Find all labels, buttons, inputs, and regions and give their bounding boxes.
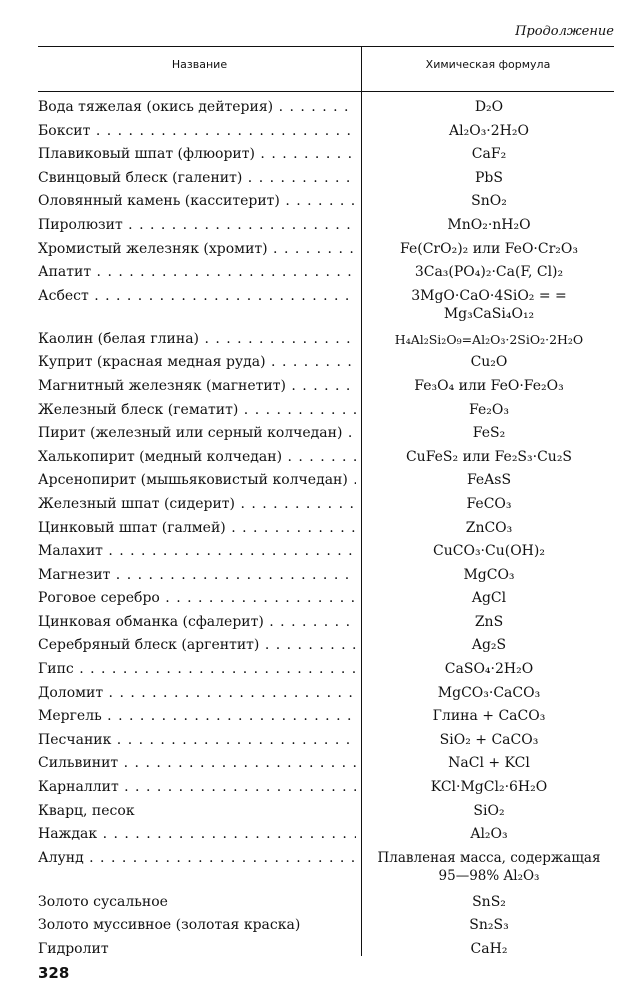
column-header-name: Название (171, 58, 228, 71)
chemical-formula: Fe₂O₃ (469, 401, 509, 418)
table-row (38, 285, 614, 328)
chemical-formula: MgCO₃ (463, 566, 515, 583)
mineral-name: Роговое серебро . . . (38, 587, 356, 611)
chemical-formula: Sn₂S₃ (469, 917, 509, 934)
mineral-name: Гипс . . . (38, 658, 356, 682)
mineral-name: Магнезит . . . (38, 564, 356, 588)
chemical-formula: CaSO₄·2H₂O (444, 661, 534, 678)
table-row (38, 705, 614, 729)
header-bottom-rule (38, 91, 614, 92)
table-row (38, 493, 614, 517)
table-row (38, 351, 614, 375)
chemical-formula: Ag₂S (471, 637, 507, 654)
table-row (38, 214, 614, 238)
table-row (38, 422, 614, 446)
table-row (38, 611, 614, 635)
table-row (38, 190, 614, 214)
table-row (38, 891, 614, 915)
mineral-name: Хромистый железняк (хромит) . . . (38, 238, 356, 262)
mineral-name: Куприт (красная медная руда) . . . (38, 351, 356, 375)
chemical-formula: CuCO₃·Cu(OH)₂ (433, 543, 545, 560)
chemical-formula: MgCO₃·CaCO₃ (437, 684, 541, 701)
chemical-formula: FeS₂ (472, 425, 506, 442)
mineral-name: Магнитный железняк (магнетит) . . . (38, 375, 356, 399)
table-row (38, 517, 614, 541)
table-row (38, 823, 614, 847)
table-row (38, 776, 614, 800)
chemical-formula: 3MgO·CaO·4SiO₂ = = Mg₃CaSi₄O₁₂ (411, 287, 567, 322)
chemical-formula: SnO₂ (471, 193, 507, 210)
mineral-name: Халькопирит (медный колчедан) . . . (38, 446, 356, 470)
table-row (38, 261, 614, 285)
table-row (38, 120, 614, 144)
mineral-name: Свинцовый блеск (галенит) . . . (38, 167, 356, 191)
mineral-name: Доломит . . . (38, 682, 356, 706)
table-row (38, 446, 614, 470)
mineral-name: Серебряный блеск (аргентит) . . . (38, 634, 356, 658)
table-row (38, 938, 614, 962)
chemical-formula: CaH₂ (470, 941, 508, 957)
mineral-name: Плавиковый шпат (флюорит) . . . (38, 143, 356, 167)
table-top-rule (38, 46, 614, 47)
table-row (38, 540, 614, 564)
mineral-name: Пиролюзит . . . (38, 214, 356, 238)
chemical-formula: Al₂O₃·2H₂O (449, 122, 529, 139)
chemical-formula: Глина + CaCO₃ (432, 708, 546, 725)
chemical-formula: Al₂O₃ (470, 826, 508, 843)
mineral-name: Песчаник . . . (38, 729, 356, 753)
chemical-formula: PbS (475, 169, 503, 186)
mineral-name: Цинковый шпат (галмей) . . . (38, 517, 356, 541)
mineral-name: Апатит . . . (38, 261, 356, 285)
chemical-formula: NaCl + KCl (448, 755, 530, 772)
chemical-formula: MnO₂·nH₂O (447, 216, 531, 233)
chemical-formula: Плавленая масса, содержащая 95—98% Al₂O₃ (377, 849, 601, 884)
table-row (38, 143, 614, 167)
chemical-formula: 3Ca₃(PO₄)₂·Ca(F, Cl)₂ (414, 264, 564, 281)
table-row (38, 752, 614, 776)
mineral-name: Золото муссивное (золотая краска) (38, 917, 301, 934)
table-row (38, 328, 614, 352)
chemical-formula: Cu₂O (470, 354, 508, 371)
chemical-formula: FeCO₃ (466, 495, 512, 512)
chemical-formula: CaF₂ (471, 146, 507, 163)
chemical-formula: D₂O (474, 99, 504, 115)
chemical-formula: SiO₂ + CaCO₃ (439, 731, 539, 748)
table-row (38, 682, 614, 706)
mineral-name: Арсенопирит (мышьяковистый колчедан) . . . (38, 469, 356, 493)
table-row (38, 469, 614, 493)
chemical-formula: KCl·MgCl₂·6H₂O (430, 779, 548, 796)
table-row (38, 96, 614, 120)
mineral-name: Железный шпат (сидерит) . . . (38, 493, 356, 517)
mineral-name: Вода тяжелая (окись дейтерия) . . . (38, 96, 356, 120)
chemical-formula: AgCl (471, 590, 507, 607)
mineral-name: Золото сусальное (38, 893, 168, 910)
table-row (38, 658, 614, 682)
table-row (38, 399, 614, 423)
mineral-name: Асбест . . . (38, 285, 356, 309)
table-row (38, 634, 614, 658)
mineral-name: Гидролит (38, 941, 109, 957)
mineral-name: Наждак . . . (38, 823, 356, 847)
chemical-formula: H₄Al₂Si₂O₉=Al₂O₃·2SiO₂·2H₂O (394, 331, 584, 347)
mineral-name: Алунд . . . (38, 847, 356, 871)
chemical-formula: CuFeS₂ или Fe₂S₃·Cu₂S (405, 448, 573, 465)
table-row (38, 729, 614, 753)
page-number: 328 (38, 964, 70, 982)
mineral-name: Железный блеск (гематит) . . . (38, 399, 356, 423)
mineral-name: Оловянный камень (касситерит) . . . (38, 190, 356, 214)
chemical-formula: SiO₂ (473, 802, 505, 819)
table-row (38, 375, 614, 399)
chemical-formula: Fe(CrO₂)₂ или FeO·Cr₂O₃ (400, 240, 578, 257)
table-row (38, 167, 614, 191)
mineral-name: Пирит (железный или серный колчедан) . . . (38, 422, 356, 446)
table-row (38, 800, 614, 824)
mineral-name: Карналлит . . . (38, 776, 356, 800)
mineral-name: Сильвинит . . . (38, 752, 356, 776)
column-header-formula: Химическая формула (425, 58, 551, 71)
table-row (38, 564, 614, 588)
table-row (38, 847, 614, 891)
mineral-name: Мергель . . . (38, 705, 356, 729)
table-row (38, 587, 614, 611)
mineral-name: Каолин (белая глина) . . . (38, 328, 356, 352)
table-row (38, 914, 614, 938)
chemical-formula: ZnS (474, 613, 504, 630)
chemical-formula: ZnCO₃ (465, 519, 513, 536)
chemical-formula: Fe₃O₄ или FeO·Fe₂O₃ (414, 377, 564, 394)
continuation-label: Продолжение (515, 24, 614, 39)
mineral-name: Кварц, песок (38, 802, 135, 819)
mineral-name: Боксит . . . (38, 120, 356, 144)
minerals-table (38, 96, 614, 962)
chemical-formula: FeAsS (466, 472, 512, 489)
chemical-formula: SnS₂ (472, 893, 506, 910)
mineral-name: Цинковая обманка (сфалерит) . . . (38, 611, 356, 635)
mineral-name: Малахит . . . (38, 540, 356, 564)
table-row (38, 238, 614, 262)
